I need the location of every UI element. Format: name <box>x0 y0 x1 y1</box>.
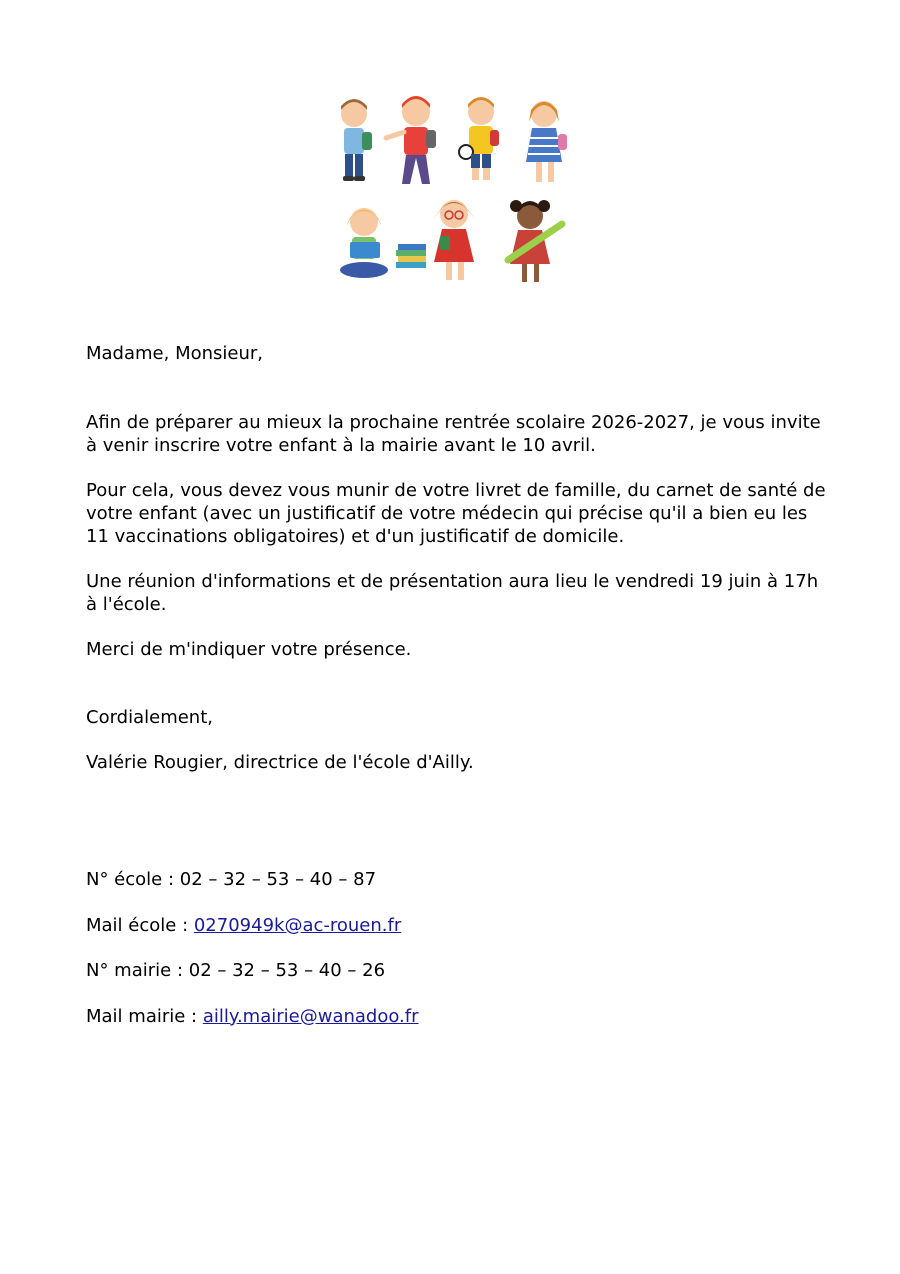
child-figure <box>386 96 436 184</box>
mairie-phone: 02 – 32 – 53 – 40 – 26 <box>188 960 386 981</box>
mairie-mail-line <box>86 1005 419 1028</box>
mairie-mail-label: Mail mairie : <box>86 1005 203 1027</box>
mairie-phone-line <box>86 959 419 982</box>
school-phone-line <box>86 868 419 891</box>
school-phone: 02 – 32 – 53 – 40 – 87 <box>179 869 377 890</box>
contact-info <box>86 868 419 1050</box>
child-figure <box>341 99 372 181</box>
child-figure <box>459 97 499 180</box>
paragraph-confirm: Merci de m'indiquer votre présence. <box>86 639 412 660</box>
school-mail-line <box>86 914 419 937</box>
children-illustration <box>326 92 576 292</box>
school-mail-label: Mail école : <box>86 914 194 936</box>
letter-body <box>86 342 826 774</box>
paragraph-meeting: Une réunion d'informations et de présentation aura lieu le vendredi 19 juin à 17h à l'école. <box>86 571 819 615</box>
mairie-mail-link[interactable]: ailly.mairie@wanadoo.fr <box>202 1005 419 1027</box>
closing: Cordialement, <box>86 707 213 728</box>
paragraph-enrollment: Afin de préparer au mieux la prochaine rentrée scolaire 2026-2027, je vous invite à venir inscrire votre enfant à la mairie avant le 10 avril. <box>86 412 821 456</box>
school-phone-label: N° école : <box>86 869 180 890</box>
mairie-phone-label: N° mairie : <box>86 960 189 981</box>
child-figure <box>340 208 388 278</box>
child-figure <box>508 200 562 282</box>
signature: Valérie Rougier, directrice de l'école d'Ailly. <box>86 752 474 773</box>
child-figure <box>432 200 476 280</box>
books-icon <box>396 244 426 268</box>
greeting: Madame, Monsieur, <box>86 343 264 364</box>
paragraph-documents: Pour cela, vous devez vous munir de votre livret de famille, du carnet de santé de votre enfant (avec un justificatif de votre médecin qui précise qu'il a bien eu les 11 vaccinations obligatoires) et d'un justificatif de domicile. <box>86 480 826 547</box>
school-mail-link[interactable]: 0270949k@ac-rouen.fr <box>193 914 402 936</box>
child-figure <box>526 101 567 182</box>
